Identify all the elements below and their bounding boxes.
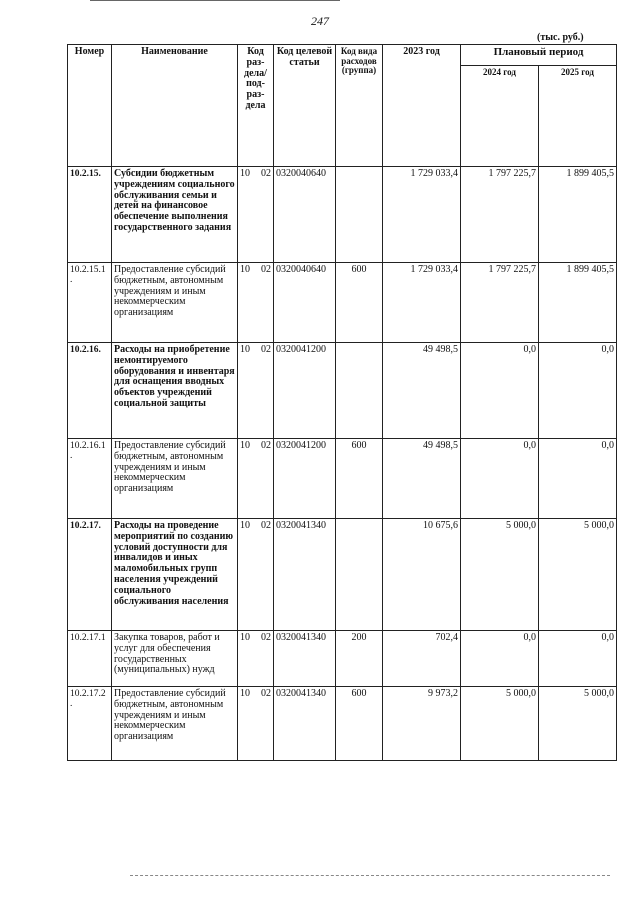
row-target-cell: 0320040640 — [274, 167, 336, 263]
row-2025-cell: 1 899 405,5 — [539, 263, 617, 343]
row-razdel: 10 — [240, 520, 250, 531]
row-2025-cell: 0,0 — [539, 631, 617, 687]
row-razdel: 10 — [240, 264, 250, 275]
table-body — [68, 167, 617, 761]
header-2024: 2024 год — [461, 66, 539, 167]
row-name-cell: Предоставление субсидий бюджетным, автономным учреждениям и иным некоммерческим организациям — [112, 263, 238, 343]
row-number-cell: 10.2.17.2 . — [68, 687, 112, 761]
row-expense-type-cell — [336, 519, 383, 631]
row-2024-cell: 0,0 — [461, 439, 539, 519]
row-number-cell: 10.2.16. — [68, 343, 112, 439]
row-podrazdel: 02 — [261, 344, 271, 355]
row-2025-cell: 5 000,0 — [539, 519, 617, 631]
row-target-cell: 0320041200 — [274, 343, 336, 439]
row-2023-cell: 9 973,2 — [383, 687, 461, 761]
row-2025-cell: 0,0 — [539, 439, 617, 519]
row-name-cell: Расходы на приобретение немонтируемого оборудования и инвентаря для оснащения вводных объектов учреждений социальной защиты — [112, 343, 238, 439]
row-expense-type-cell: 600 — [336, 263, 383, 343]
row-number-cell: 10.2.17. — [68, 519, 112, 631]
header-2025: 2025 год — [539, 66, 617, 167]
units-label: (тыс. руб.) — [537, 32, 584, 43]
row-2025-cell: 1 899 405,5 — [539, 167, 617, 263]
row-target-cell: 0320041340 — [274, 631, 336, 687]
row-name-cell: Расходы на проведение мероприятий по созданию условий доступности для инвалидов и иных маломобильных групп населения учреждений социального обслуживания населения — [112, 519, 238, 631]
row-number-cell: 10.2.16.1 . — [68, 439, 112, 519]
row-2025-cell: 0,0 — [539, 343, 617, 439]
top-rule — [90, 0, 340, 1]
row-2023-cell: 10 675,6 — [383, 519, 461, 631]
row-razdel: 10 — [240, 688, 250, 699]
row-target-cell: 0320041200 — [274, 439, 336, 519]
row-name-cell: Предоставление субсидий бюджетным, автономным учреждениям и иным некоммерческим организациям — [112, 687, 238, 761]
row-podrazdel: 02 — [261, 688, 271, 699]
row-expense-type-cell: 600 — [336, 687, 383, 761]
table-row — [68, 687, 617, 761]
row-section-cell — [238, 439, 274, 519]
row-number-cell: 10.2.15. — [68, 167, 112, 263]
table-row — [68, 519, 617, 631]
row-section-cell — [238, 631, 274, 687]
row-razdel: 10 — [240, 632, 250, 643]
table-row — [68, 263, 617, 343]
row-section-cell — [238, 687, 274, 761]
header-planned-period: Плановый период — [461, 45, 617, 66]
row-razdel: 10 — [240, 168, 250, 179]
row-2024-cell: 0,0 — [461, 631, 539, 687]
row-2023-cell: 1 729 033,4 — [383, 263, 461, 343]
row-section-cell — [238, 263, 274, 343]
row-podrazdel: 02 — [261, 264, 271, 275]
row-razdel: 10 — [240, 440, 250, 451]
row-name-cell: Закупка товаров, работ и услуг для обеспечения государственных (муниципальных) нужд — [112, 631, 238, 687]
row-expense-type-cell: 600 — [336, 439, 383, 519]
row-target-cell: 0320041340 — [274, 687, 336, 761]
table-row — [68, 631, 617, 687]
row-number-cell: 10.2.15.1 . — [68, 263, 112, 343]
row-expense-type-cell — [336, 167, 383, 263]
row-target-cell: 0320041340 — [274, 519, 336, 631]
header-number: Номер — [68, 45, 112, 167]
row-2025-cell: 5 000,0 — [539, 687, 617, 761]
header-2023: 2023 год — [383, 45, 461, 167]
table-row — [68, 439, 617, 519]
row-2024-cell: 1 797 225,7 — [461, 263, 539, 343]
row-razdel: 10 — [240, 344, 250, 355]
row-2023-cell: 1 729 033,4 — [383, 167, 461, 263]
budget-table — [67, 44, 617, 761]
row-number-cell: 10.2.17.1 — [68, 631, 112, 687]
row-expense-type-cell — [336, 343, 383, 439]
table-row — [68, 167, 617, 263]
row-2024-cell: 0,0 — [461, 343, 539, 439]
row-expense-type-cell: 200 — [336, 631, 383, 687]
page-number: 247 — [311, 14, 329, 28]
row-2023-cell: 702,4 — [383, 631, 461, 687]
row-section-cell — [238, 167, 274, 263]
bottom-rule — [130, 875, 610, 876]
row-2024-cell: 1 797 225,7 — [461, 167, 539, 263]
row-name-cell: Предоставление субсидий бюджетным, автономным учреждениям и иным некоммерческим организациям — [112, 439, 238, 519]
header-target: Код целевой статьи — [274, 45, 336, 167]
row-section-cell — [238, 519, 274, 631]
row-name-cell: Субсидии бюджетным учреждениям социального обслуживания семьи и детей на финансовое обеспечение выполнения государственного задания — [112, 167, 238, 263]
row-2023-cell: 49 498,5 — [383, 343, 461, 439]
row-2024-cell: 5 000,0 — [461, 519, 539, 631]
header-name: Наименование — [112, 45, 238, 167]
row-podrazdel: 02 — [261, 440, 271, 451]
header-expense-type: Код вида расходов (группа) — [336, 45, 383, 167]
table-row — [68, 343, 617, 439]
row-2024-cell: 5 000,0 — [461, 687, 539, 761]
row-target-cell: 0320040640 — [274, 263, 336, 343]
row-section-cell — [238, 343, 274, 439]
row-2023-cell: 49 498,5 — [383, 439, 461, 519]
row-podrazdel: 02 — [261, 168, 271, 179]
row-podrazdel: 02 — [261, 632, 271, 643]
row-podrazdel: 02 — [261, 520, 271, 531]
header-section: Код раз-дела/ под-раз-дела — [238, 45, 274, 167]
